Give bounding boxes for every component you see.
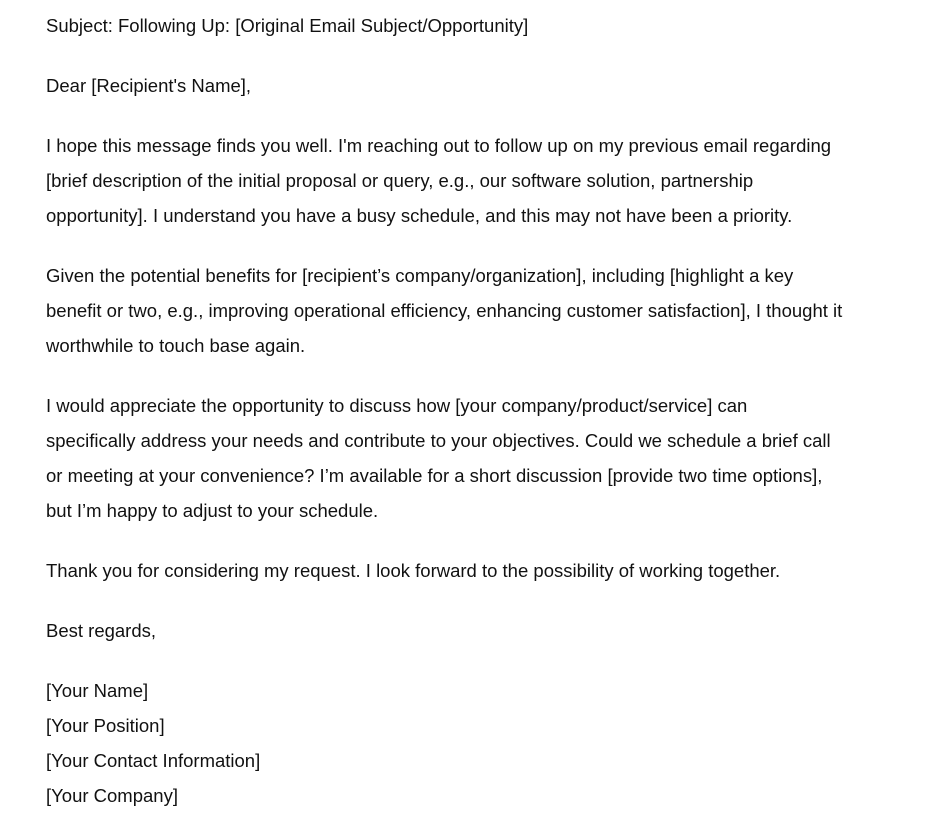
signature-contact-info: [Your Contact Information] [46, 750, 261, 771]
email-paragraph [46, 553, 918, 588]
paragraph-line: Thank you for considering my request. I look forward to the possibility of working together. [46, 560, 781, 581]
signature-company: [Your Company] [46, 785, 178, 806]
paragraph-line: opportunity]. I understand you have a busy schedule, and this may not have been a priority. [46, 205, 793, 226]
paragraph-line: specifically address your needs and contribute to your objectives. Could we schedule a brief call [46, 430, 831, 451]
paragraph-line: I would appreciate the opportunity to discuss how [your company/product/service] can [46, 395, 748, 416]
email-document [46, 8, 918, 813]
paragraph-line: [brief description of the initial proposal or query, e.g., our software solution, partnership [46, 170, 754, 191]
email-paragraph [46, 258, 918, 363]
email-subject: Subject: Following Up: [Original Email Subject/Opportunity] [46, 15, 529, 36]
paragraph-line: worthwhile to touch base again. [46, 335, 306, 356]
signature-position: [Your Position] [46, 715, 165, 736]
paragraph-line: or meeting at your convenience? I’m available for a short discussion [provide two time options], [46, 465, 823, 486]
email-closing: Best regards, [46, 620, 157, 641]
email-paragraph [46, 128, 918, 233]
paragraph-line: I hope this message finds you well. I'm reaching out to follow up on my previous email regarding [46, 135, 832, 156]
paragraph-line: Given the potential benefits for [recipient’s company/organization], including [highlight a key [46, 265, 794, 286]
email-paragraph [46, 388, 918, 528]
email-greeting: Dear [Recipient's Name], [46, 75, 252, 96]
paragraph-line: but I’m happy to adjust to your schedule. [46, 500, 379, 521]
signature-name: [Your Name] [46, 680, 149, 701]
paragraph-line: benefit or two, e.g., improving operational efficiency, enhancing customer satisfaction], I thought it [46, 300, 843, 321]
email-signature [46, 673, 918, 813]
